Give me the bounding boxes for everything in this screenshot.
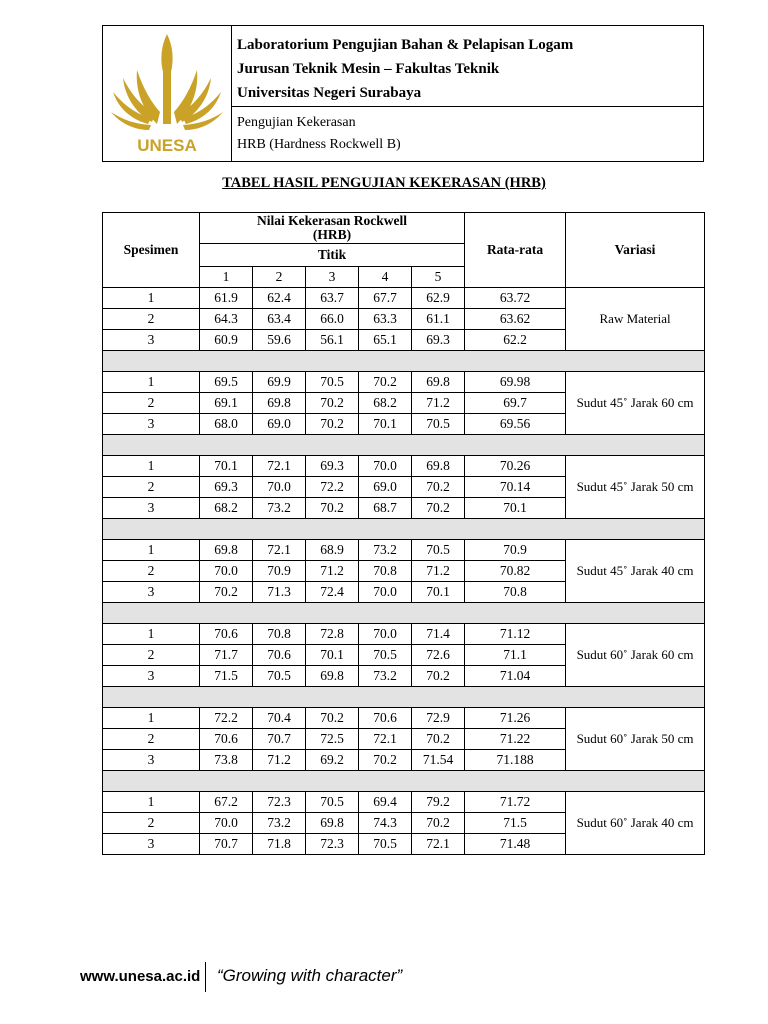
spesimen-cell: 1	[103, 288, 200, 309]
average-cell: 71.48	[465, 834, 566, 855]
average-cell: 71.04	[465, 666, 566, 687]
hardness-value-cell: 72.3	[306, 834, 359, 855]
table-row	[103, 624, 705, 645]
header-nilai-line1: Nilai Kekerasan Rockwell	[257, 213, 408, 228]
header-point: 5	[412, 267, 465, 288]
hardness-value-cell: 70.2	[306, 498, 359, 519]
hardness-value-cell: 70.1	[306, 645, 359, 666]
hardness-value-cell: 70.5	[306, 792, 359, 813]
university-name: Universitas Negeri Surabaya	[237, 85, 422, 101]
hardness-value-cell: 70.0	[359, 624, 412, 645]
hardness-value-cell: 70.5	[253, 666, 306, 687]
header-titik: Titik	[200, 244, 465, 267]
hardness-value-cell: 72.5	[306, 729, 359, 750]
spesimen-cell: 3	[103, 414, 200, 435]
institution-info	[232, 26, 703, 107]
hardness-value-cell: 70.6	[253, 645, 306, 666]
hardness-value-cell: 70.6	[200, 624, 253, 645]
spesimen-cell: 2	[103, 561, 200, 582]
variasi-cell: Sudut 45˚ Jarak 60 cm	[566, 372, 705, 435]
spesimen-cell: 3	[103, 330, 200, 351]
hardness-value-cell: 71.5	[200, 666, 253, 687]
hardness-value-cell: 68.2	[200, 498, 253, 519]
hardness-value-cell: 63.4	[253, 309, 306, 330]
hardness-value-cell: 70.2	[200, 582, 253, 603]
average-cell: 69.7	[465, 393, 566, 414]
footer-tagline: “Growing with character”	[217, 966, 403, 985]
hardness-value-cell: 69.0	[359, 477, 412, 498]
header-variasi: Variasi	[566, 213, 705, 288]
table-row	[103, 456, 705, 477]
logo-cell	[103, 26, 232, 161]
average-cell: 71.26	[465, 708, 566, 729]
header-rata-rata: Rata-rata	[465, 213, 566, 288]
logo-wordmark: UNESA	[137, 136, 197, 155]
hardness-value-cell: 73.2	[359, 540, 412, 561]
hardness-value-cell: 68.2	[359, 393, 412, 414]
hardness-value-cell: 72.1	[412, 834, 465, 855]
hardness-value-cell: 72.6	[412, 645, 465, 666]
unesa-emblem	[111, 34, 223, 130]
hardness-value-cell: 68.9	[306, 540, 359, 561]
hardness-value-cell: 70.9	[253, 561, 306, 582]
test-scale: HRB (Hardness Rockwell B)	[237, 137, 401, 152]
average-cell: 63.62	[465, 309, 566, 330]
spesimen-cell: 1	[103, 624, 200, 645]
separator-cell	[103, 603, 705, 624]
hardness-value-cell: 71.3	[253, 582, 306, 603]
hardness-value-cell: 70.1	[200, 456, 253, 477]
test-name: Pengujian Kekerasan	[237, 115, 356, 130]
hardness-value-cell: 70.6	[200, 729, 253, 750]
group-separator	[103, 687, 705, 708]
hardness-value-cell: 70.5	[412, 414, 465, 435]
average-cell: 70.1	[465, 498, 566, 519]
table-row	[103, 540, 705, 561]
hardness-value-cell: 61.1	[412, 309, 465, 330]
hardness-value-cell: 72.2	[200, 708, 253, 729]
variasi-cell: Sudut 60˚ Jarak 40 cm	[566, 792, 705, 855]
header-point: 2	[253, 267, 306, 288]
hardness-value-cell: 69.8	[200, 540, 253, 561]
average-cell: 71.12	[465, 624, 566, 645]
hardness-value-cell: 70.2	[412, 498, 465, 519]
hardness-value-cell: 67.2	[200, 792, 253, 813]
hardness-value-cell: 70.2	[412, 729, 465, 750]
hardness-value-cell: 69.3	[200, 477, 253, 498]
spesimen-cell: 2	[103, 393, 200, 414]
average-cell: 69.98	[465, 372, 566, 393]
spesimen-cell: 2	[103, 645, 200, 666]
hardness-value-cell: 68.0	[200, 414, 253, 435]
average-cell: 71.72	[465, 792, 566, 813]
separator-cell	[103, 771, 705, 792]
hardness-value-cell: 70.5	[412, 540, 465, 561]
table-row	[103, 288, 705, 309]
page-title: TABEL HASIL PENGUJIAN KEKERASAN (HRB)	[222, 175, 546, 191]
average-cell: 71.1	[465, 645, 566, 666]
hardness-value-cell: 70.2	[306, 414, 359, 435]
separator-cell	[103, 519, 705, 540]
spesimen-cell: 2	[103, 477, 200, 498]
hardness-value-cell: 71.2	[306, 561, 359, 582]
hardness-value-cell: 63.3	[359, 309, 412, 330]
lab-name: Laboratorium Pengujian Bahan & Pelapisan Logam	[237, 37, 574, 53]
spesimen-cell: 3	[103, 834, 200, 855]
spesimen-cell: 1	[103, 792, 200, 813]
hardness-value-cell: 70.0	[253, 477, 306, 498]
hardness-value-cell: 69.3	[306, 456, 359, 477]
hardness-value-cell: 64.3	[200, 309, 253, 330]
average-cell: 63.72	[465, 288, 566, 309]
hardness-value-cell: 70.6	[359, 708, 412, 729]
page-footer	[80, 962, 500, 994]
group-separator	[103, 771, 705, 792]
spesimen-cell: 3	[103, 666, 200, 687]
table-row	[103, 792, 705, 813]
hardness-value-cell: 70.2	[306, 708, 359, 729]
unesa-logo	[105, 32, 229, 156]
hardness-value-cell: 69.2	[306, 750, 359, 771]
variasi-cell: Sudut 60˚ Jarak 60 cm	[566, 624, 705, 687]
hardness-value-cell: 70.0	[359, 456, 412, 477]
hardness-value-cell: 70.2	[359, 750, 412, 771]
hardness-value-cell: 70.8	[253, 624, 306, 645]
average-cell: 70.14	[465, 477, 566, 498]
hardness-value-cell: 69.3	[412, 330, 465, 351]
header-point: 4	[359, 267, 412, 288]
hardness-value-cell: 69.9	[253, 372, 306, 393]
header-point: 3	[306, 267, 359, 288]
hardness-value-cell: 71.7	[200, 645, 253, 666]
hardness-value-cell: 68.7	[359, 498, 412, 519]
hardness-value-cell: 72.4	[306, 582, 359, 603]
hardness-value-cell: 69.8	[412, 372, 465, 393]
separator-cell	[103, 435, 705, 456]
hardness-value-cell: 72.2	[306, 477, 359, 498]
hardness-value-cell: 73.8	[200, 750, 253, 771]
hardness-value-cell: 70.2	[412, 666, 465, 687]
hardness-value-cell: 72.1	[253, 456, 306, 477]
header-spesimen: Spesimen	[103, 213, 200, 288]
hardness-value-cell: 60.9	[200, 330, 253, 351]
hardness-value-cell: 69.8	[412, 456, 465, 477]
hardness-value-cell: 67.7	[359, 288, 412, 309]
average-cell: 62.2	[465, 330, 566, 351]
hardness-value-cell: 70.5	[359, 645, 412, 666]
average-cell: 70.8	[465, 582, 566, 603]
hardness-value-cell: 70.4	[253, 708, 306, 729]
hardness-value-cell: 70.0	[359, 582, 412, 603]
variasi-cell: Raw Material	[566, 288, 705, 351]
hardness-value-cell: 65.1	[359, 330, 412, 351]
hardness-value-cell: 66.0	[306, 309, 359, 330]
hardness-value-cell: 69.1	[200, 393, 253, 414]
test-info	[232, 108, 703, 161]
hardness-value-cell: 62.9	[412, 288, 465, 309]
group-separator	[103, 435, 705, 456]
separator-cell	[103, 687, 705, 708]
hardness-value-cell: 72.1	[359, 729, 412, 750]
spesimen-cell: 1	[103, 456, 200, 477]
hardness-value-cell: 73.2	[359, 666, 412, 687]
department-name: Jurusan Teknik Mesin – Fakultas Teknik	[237, 61, 500, 77]
spesimen-cell: 2	[103, 729, 200, 750]
hardness-value-cell: 69.0	[253, 414, 306, 435]
variasi-cell: Sudut 45˚ Jarak 50 cm	[566, 456, 705, 519]
hardness-value-cell: 70.7	[200, 834, 253, 855]
hardness-value-cell: 74.3	[359, 813, 412, 834]
hardness-value-cell: 62.4	[253, 288, 306, 309]
hardness-value-cell: 73.2	[253, 498, 306, 519]
hardness-value-cell: 71.2	[412, 561, 465, 582]
hardness-value-cell: 70.2	[359, 372, 412, 393]
spesimen-cell: 2	[103, 813, 200, 834]
variasi-cell: Sudut 60˚ Jarak 50 cm	[566, 708, 705, 771]
group-separator	[103, 603, 705, 624]
average-cell: 71.22	[465, 729, 566, 750]
hardness-value-cell: 70.1	[359, 414, 412, 435]
hardness-value-cell: 71.4	[412, 624, 465, 645]
average-cell: 70.9	[465, 540, 566, 561]
hardness-value-cell: 59.6	[253, 330, 306, 351]
group-separator	[103, 351, 705, 372]
average-cell: 69.56	[465, 414, 566, 435]
table-row	[103, 708, 705, 729]
hardness-value-cell: 69.8	[306, 813, 359, 834]
hardness-value-cell: 73.2	[253, 813, 306, 834]
header-point: 1	[200, 267, 253, 288]
spesimen-cell: 3	[103, 582, 200, 603]
hardness-value-cell: 70.0	[200, 813, 253, 834]
footer-url: www.unesa.ac.id	[80, 968, 201, 985]
hardness-value-cell: 70.0	[200, 561, 253, 582]
header-nilai-line2: (HRB)	[312, 227, 352, 242]
hardness-value-cell: 70.5	[306, 372, 359, 393]
hardness-value-cell: 71.8	[253, 834, 306, 855]
hardness-value-cell: 71.54	[412, 750, 465, 771]
variasi-cell: Sudut 45˚ Jarak 40 cm	[566, 540, 705, 603]
document-header	[102, 25, 704, 162]
hardness-results-table	[102, 212, 705, 855]
average-cell: 71.5	[465, 813, 566, 834]
average-cell: 70.82	[465, 561, 566, 582]
table-row	[103, 372, 705, 393]
spesimen-cell: 1	[103, 708, 200, 729]
hardness-value-cell: 70.2	[412, 813, 465, 834]
hardness-value-cell: 71.2	[412, 393, 465, 414]
average-cell: 71.188	[465, 750, 566, 771]
spesimen-cell: 1	[103, 372, 200, 393]
hardness-value-cell: 72.1	[253, 540, 306, 561]
header-nilai	[200, 213, 465, 244]
spesimen-cell: 2	[103, 309, 200, 330]
hardness-value-cell: 72.8	[306, 624, 359, 645]
spesimen-cell: 3	[103, 750, 200, 771]
hardness-value-cell: 70.5	[359, 834, 412, 855]
hardness-value-cell: 71.2	[253, 750, 306, 771]
hardness-value-cell: 72.3	[253, 792, 306, 813]
hardness-value-cell: 63.7	[306, 288, 359, 309]
hardness-value-cell: 70.2	[412, 477, 465, 498]
separator-cell	[103, 351, 705, 372]
hardness-value-cell: 61.9	[200, 288, 253, 309]
hardness-value-cell: 69.5	[200, 372, 253, 393]
hardness-value-cell: 79.2	[412, 792, 465, 813]
footer-divider	[205, 962, 206, 992]
hardness-value-cell: 69.4	[359, 792, 412, 813]
spesimen-cell: 1	[103, 540, 200, 561]
hardness-value-cell: 70.8	[359, 561, 412, 582]
average-cell: 70.26	[465, 456, 566, 477]
hardness-value-cell: 72.9	[412, 708, 465, 729]
hardness-value-cell: 69.8	[253, 393, 306, 414]
hardness-value-cell: 70.2	[306, 393, 359, 414]
table-body	[103, 288, 705, 855]
hardness-value-cell: 69.8	[306, 666, 359, 687]
group-separator	[103, 519, 705, 540]
hardness-value-cell: 70.1	[412, 582, 465, 603]
spesimen-cell: 3	[103, 498, 200, 519]
hardness-value-cell: 56.1	[306, 330, 359, 351]
hardness-value-cell: 70.7	[253, 729, 306, 750]
